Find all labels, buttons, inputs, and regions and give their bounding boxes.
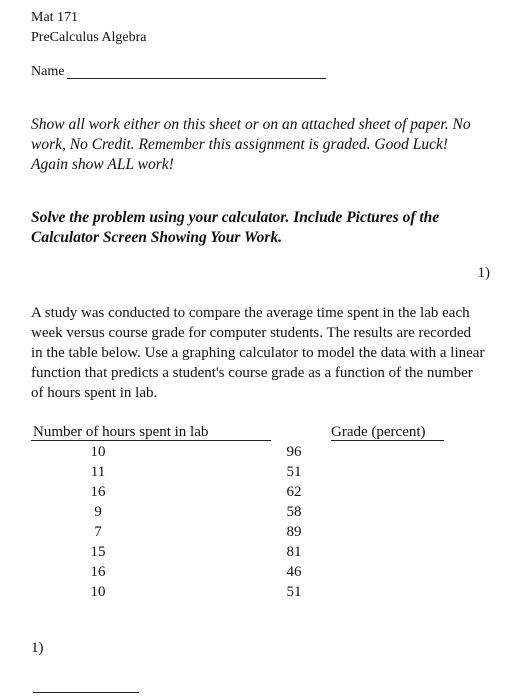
grade-cell: 89 [286, 524, 302, 540]
course-code: Mat 171 [31, 10, 79, 25]
name-label: Name [31, 64, 65, 79]
hours-cell: 15 [90, 544, 106, 560]
grade-header-underline [331, 440, 444, 441]
grade-column-header: Grade (percent) [331, 424, 426, 440]
grade-cell: 46 [286, 564, 302, 580]
grade-cell: 62 [286, 484, 302, 500]
hours-cell: 9 [94, 504, 102, 520]
grade-cell: 58 [286, 504, 302, 520]
grade-cell: 81 [286, 544, 302, 560]
grade-cell: 51 [286, 464, 302, 480]
grade-column [276, 442, 312, 602]
hours-cell: 16 [90, 564, 106, 580]
course-header [31, 8, 146, 48]
name-field-line[interactable] [67, 78, 326, 79]
grade-cell: 51 [286, 584, 302, 600]
hours-cell: 10 [90, 444, 106, 460]
hours-column-header: Number of hours spent in lab [33, 424, 209, 440]
hours-cell: 7 [94, 524, 102, 540]
course-name: PreCalculus Algebra [31, 30, 147, 45]
answer-blank-line[interactable] [33, 692, 139, 693]
grade-cell: 96 [286, 444, 302, 460]
problem-text: A study was conducted to compare the average time spent in the lab each week versus course grade for computer students. The results are recorded in the table below. Use a graphing calculator to model the data with a linear function that predicts a student's course grade as a function of the number of hours spent in lab. [31, 305, 485, 401]
hours-cell: 11 [90, 464, 106, 480]
directive: Solve the problem using your calculator. Include Pictures of the Calculator Screen Showing Your Work. [31, 209, 440, 246]
answer-number: 1) [31, 640, 44, 656]
hours-column [80, 442, 116, 602]
hours-header-underline [31, 440, 271, 441]
hours-cell: 16 [90, 484, 106, 500]
instructions: Show all work either on this sheet or on an attached sheet of paper. No work, No Credit. Remember this assignment is graded. Good Luck! Again show ALL work! [31, 116, 471, 173]
question-number: 1) [477, 265, 490, 281]
hours-cell: 10 [90, 584, 106, 600]
